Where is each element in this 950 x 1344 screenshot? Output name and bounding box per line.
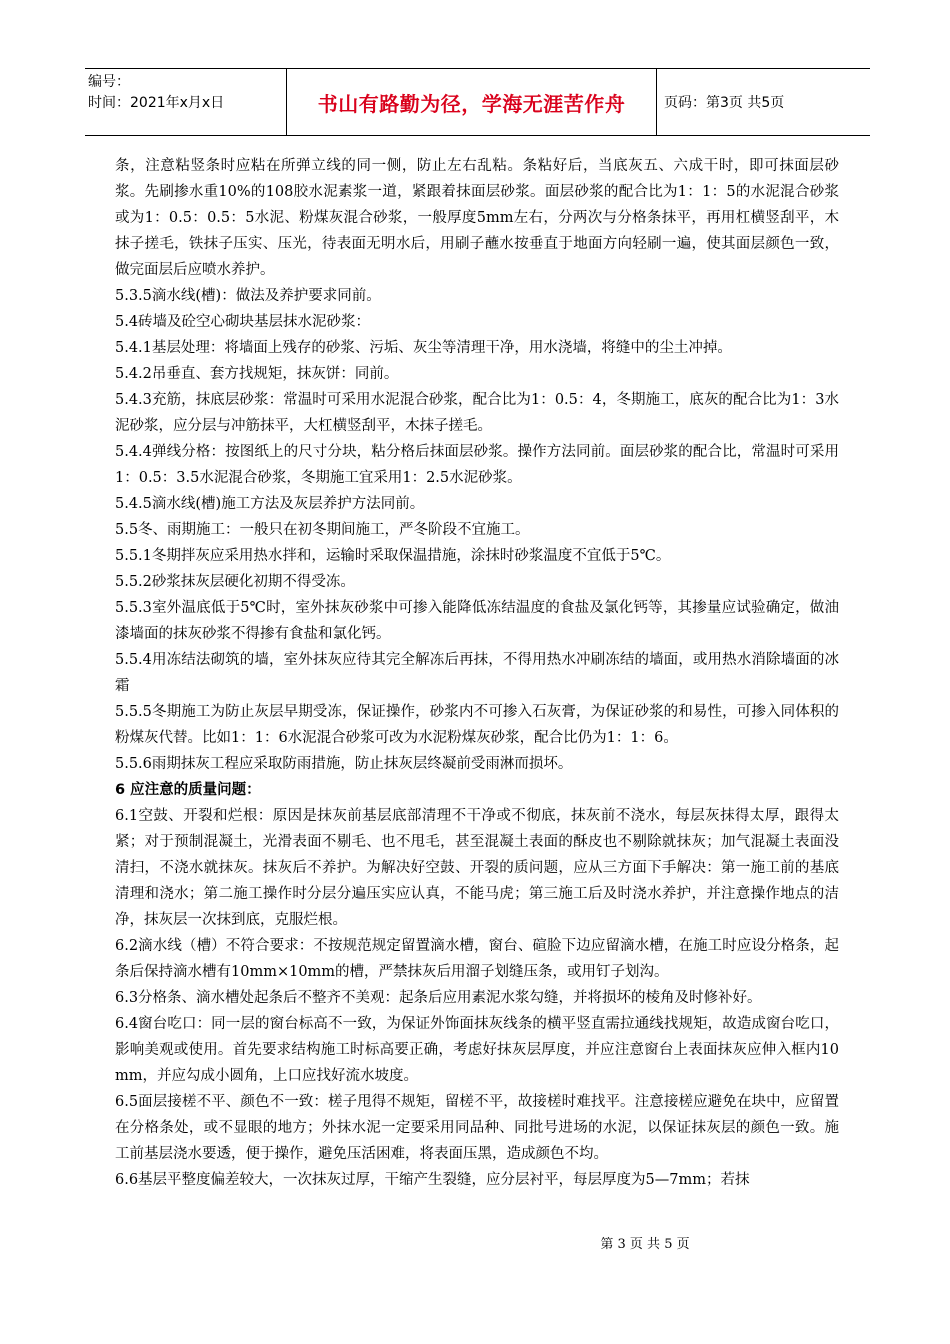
paragraph: 条，注意粘竖条时应粘在所弹立线的同一侧，防止左右乱粘。条粘好后，当底灰五、六成干时，即可抹面层砂浆。先刷掺水重10%的108胶水泥素浆一道，紧跟着抹面层砂浆。面层砂浆的配合比为1：1：5的水泥混合砂浆或为1：0.5：0.5：5水泥、粉煤灰混合砂浆，一般厚度5mm左右，分两次与分格条抹平，再用杠横竖刮平，木抹子搓毛，铁抹子压实、压光，待表面无明水后，用刷子蘸水按垂直于地面方向轻刷一遍，使其面层颜色一致，做完面层后应喷水养护。	[115, 158, 839, 278]
paragraph: 5.4.2吊垂直、套方找规矩，抹灰饼：同前。	[115, 366, 399, 382]
paragraph: 5.4.5滴水线(槽)施工方法及灰层养护方法同前。	[115, 496, 425, 512]
paragraph: 5.5.6雨期抹灰工程应采取防雨措施，防止抹灰层终凝前受雨淋而损坏。	[115, 756, 573, 772]
footer-page-number: 第 3 页 共 5 页	[600, 1237, 690, 1252]
paragraph: 5.3.5滴水线(槽)：做法及养护要求同前。	[115, 288, 381, 304]
paragraph: 5.5.4用冻结法砌筑的墙，室外抹灰应待其完全解冻后再抹，不得用热水冲刷冻结的墙面，或用热水消除墙面的冰霜	[115, 652, 839, 694]
paragraph: 5.5.2砂浆抹灰层硬化初期不得受冻。	[115, 574, 355, 590]
paragraph: 5.5.1冬期拌灰应采用热水拌和，运输时采取保温措施，涂抹时砂浆温度不宜低于5℃。	[115, 548, 671, 564]
paragraph: 6.4窗台吃口：同一层的窗台标高不一致，为保证外饰面抹灰线条的横平竖直需拉通线找规矩，故造成窗台吃口，影响美观或使用。首先要求结构施工时标高要正确，考虑好抹灰层厚度，并应注意窗台上表面抹灰应伸入框内10mm，并应勾成小圆角，上口应找好流水坡度。	[115, 1016, 839, 1084]
paragraph: 5.5冬、雨期施工：一般只在初冬期间施工，严冬阶段不宜施工。	[115, 522, 530, 538]
paragraph: 5.4砖墙及砼空心砌块基层抹水泥砂浆：	[115, 314, 371, 330]
paragraph: 5.5.3室外温底低于5℃时，室外抹灰砂浆中可掺入能降低冻结温度的食盐及氯化钙等，其掺量应试验确定，做油漆墙面的抹灰砂浆不得掺有食盐和氯化钙。	[115, 600, 839, 642]
paragraph: 6.1空鼓、开裂和烂根：原因是抹灰前基层底部清理不干净或不彻底，抹灰前不浇水，每层灰抹得太厚，跟得太紧；对于预制混凝土，光滑表面不剔毛、也不甩毛，甚至混凝土表面的酥皮也不剔除就抹灰；加气混凝土表面没清扫，不浇水就抹灰。抹灰后不养护。为解决好空鼓、开裂的质问题，应从三方面下手解决：第一施工前的基底清理和浇水；第二施工操作时分层分遍压实应认真，不能马虎；第三施工后及时浇水养护，并注意操作地点的洁净，抹灰层一次抹到底，克服烂根。	[115, 808, 839, 928]
paragraph: 5.5.5冬期施工为防止灰层早期受冻，保证操作，砂浆内不可掺入石灰膏，为保证砂浆的和易性，可掺入同体积的粉煤灰代替。比如1：1：6水泥混合砂浆可改为水泥粉煤灰砂浆，配合比仍为1：1：6。	[115, 704, 839, 746]
paragraph: 5.4.4弹线分格：按图纸上的尺寸分块，粘分格后抹面层砂浆。操作方法同前。面层砂浆的配合比，常温时可采用1：0.5：3.5水泥混合砂浆，冬期施工宜采用1：2.5水泥砂浆。	[115, 444, 839, 486]
paragraph: 5.4.1基层处理：将墙面上残存的砂浆、污垢、灰尘等清理干净，用水浇墙，将缝中的尘土冲掉。	[115, 340, 732, 356]
paragraph: 6.6基层平整度偏差较大，一次抹灰过厚，干缩产生裂缝，应分层衬平，每层厚度为5—7mm；若抹	[115, 1172, 750, 1188]
header-page-label: 页码：第3页 共5页	[664, 95, 785, 111]
paragraph: 6.2滴水线（槽）不符合要求：不按规范规定留置滴水槽，窗台、碹脸下边应留滴水槽，在施工时应设分格条，起条后保持滴水槽有10mm×10mm的槽，严禁抹灰后用溜子划缝压条，或用钉子划沟。	[115, 938, 839, 980]
section-heading: 6 应注意的质量问题：	[115, 782, 261, 798]
paragraph: 6.3分格条、滴水槽处起条后不整齐不美观：起条后应用素泥水浆勾缝，并将损坏的棱角及时修补好。	[115, 990, 762, 1006]
paragraph: 6.5面层接槎不平、颜色不一致：槎子甩得不规矩，留槎不平，故接槎时难找平。注意接槎应避免在块中，应留置在分格条处，或不显眼的地方；外抹水泥一定要采用同品种、同批号进场的水泥，以保证抹灰层的颜色一致。施工前基层浇水要透，便于操作，避免压活困难，将表面压黑，造成颜色不均。	[115, 1094, 839, 1162]
page-footer	[0, 1233, 950, 1252]
document-number-label: 编号：	[88, 74, 130, 90]
header-info-cell	[85, 69, 287, 135]
header-motto: 书山有路勤为径，学海无涯苦作舟	[287, 69, 657, 135]
page-header	[85, 68, 870, 136]
document-body	[115, 153, 839, 1193]
document-time-label: 时间：2021年x月x日	[88, 95, 225, 111]
paragraph: 5.4.3充筋，抹底层砂浆：常温时可采用水泥混合砂浆，配合比为1：0.5：4，冬期施工，底灰的配合比为1：3水泥砂浆，应分层与冲筋抹平，大杠横竖刮平，木抹子搓毛。	[115, 392, 839, 434]
